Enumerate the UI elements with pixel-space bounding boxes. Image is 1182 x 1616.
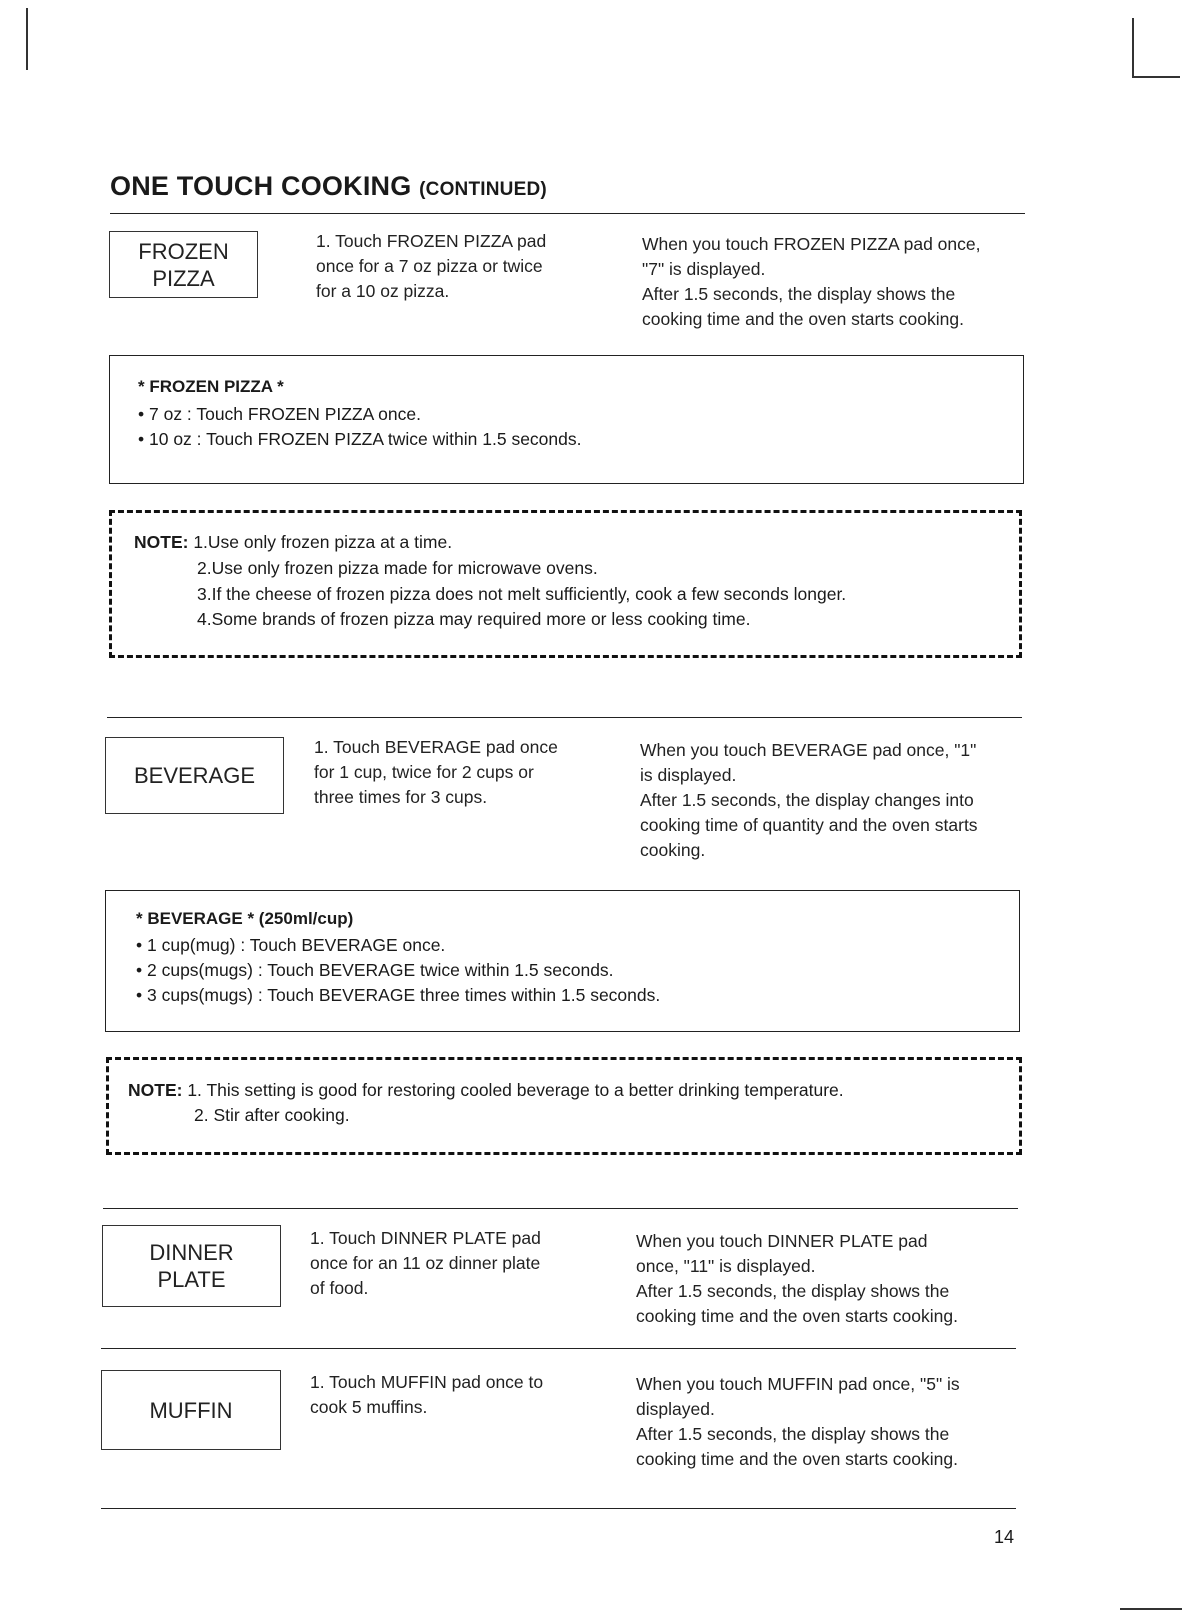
title-subtitle: (CONTINUED) — [419, 179, 547, 200]
frozen-pizza-note-line: 4.Some brands of frozen pizza may required more or less cooking time. — [197, 609, 751, 629]
note-label: NOTE: — [134, 532, 189, 552]
frozen-pizza-step: 1. Touch FROZEN PIZZA pad once for a 7 oz pizza or twice for a 10 oz pizza. — [316, 231, 547, 301]
muffin-pad — [101, 1370, 281, 1450]
frozen-pizza-note-line: 3.If the cheese of frozen pizza does not melt sufficiently, cook a few seconds longer. — [197, 584, 847, 604]
title-text: ONE TOUCH COOKING — [110, 171, 412, 201]
note-label: NOTE: — [128, 1080, 183, 1100]
beverage-info: When you touch BEVERAGE pad once, "1" is displayed. After 1.5 seconds, the display changes into cooking time of quantity and the oven starts cooking. — [640, 740, 978, 860]
section-divider — [101, 1348, 1016, 1349]
page-number: 14 — [994, 1527, 1015, 1547]
frozen-pizza-note-line: 2.Use only frozen pizza made for microwave ovens. — [197, 558, 598, 578]
note-text: 1. This setting is good for restoring cooled beverage to a better drinking temperature. — [187, 1080, 844, 1100]
section-divider — [107, 717, 1022, 718]
note-text: 1.Use only frozen pizza at a time. — [193, 532, 453, 552]
muffin-pad-label: MUFFIN — [149, 1397, 233, 1423]
frozen-pizza-pad-label: FROZEN PIZZA — [138, 238, 229, 291]
dinner-plate-step: 1. Touch DINNER PLATE pad once for an 11 oz dinner plate of food. — [310, 1228, 541, 1298]
title-rule — [110, 213, 1025, 214]
dinner-plate-info: When you touch DINNER PLATE pad once, "11" is displayed. After 1.5 seconds, the display shows the cooking time and the oven starts cooking. — [636, 1231, 958, 1326]
beverage-summary-line: • 2 cups(mugs) : Touch BEVERAGE twice within 1.5 seconds. — [136, 960, 614, 980]
scan-corner-mark — [1132, 18, 1134, 76]
beverage-step: 1. Touch BEVERAGE pad once for 1 cup, twice for 2 cups or three times for 3 cups. — [314, 737, 558, 807]
page-title — [110, 171, 547, 202]
beverage-summary-title: * BEVERAGE * (250ml/cup) — [136, 909, 354, 928]
beverage-summary-line: • 1 cup(mug) : Touch BEVERAGE once. — [136, 935, 446, 955]
frozen-pizza-summary-line: • 7 oz : Touch FROZEN PIZZA once. — [138, 404, 421, 424]
frozen-pizza-summary-title: * FROZEN PIZZA * — [138, 377, 284, 396]
beverage-pad-label: BEVERAGE — [133, 763, 256, 788]
beverage-note-line: 2. Stir after cooking. — [194, 1105, 350, 1125]
section-divider — [103, 1208, 1018, 1209]
beverage-pad — [105, 737, 284, 814]
muffin-info: When you touch MUFFIN pad once, "5" is displayed. After 1.5 seconds, the display shows the cooking time and the oven starts cooking. — [636, 1374, 960, 1469]
beverage-summary-line: • 3 cups(mugs) : Touch BEVERAGE three times within 1.5 seconds. — [136, 985, 661, 1005]
muffin-step: 1. Touch MUFFIN pad once to cook 5 muffins. — [310, 1372, 544, 1417]
scan-corner-mark — [1120, 1608, 1182, 1610]
scan-corner-mark — [1132, 76, 1180, 78]
frozen-pizza-summary-line: • 10 oz : Touch FROZEN PIZZA twice within 1.5 seconds. — [138, 429, 582, 449]
frozen-pizza-note-line — [134, 530, 452, 555]
beverage-note-line — [128, 1078, 844, 1103]
bottom-rule — [101, 1508, 1016, 1509]
scan-edge-mark — [26, 8, 28, 70]
frozen-pizza-info: When you touch FROZEN PIZZA pad once, "7" is displayed. After 1.5 seconds, the display shows the cooking time and the oven starts cooking. — [642, 234, 981, 329]
dinner-plate-pad — [102, 1225, 281, 1307]
frozen-pizza-pad — [109, 231, 258, 298]
dinner-plate-pad-label: DINNER PLATE — [149, 1240, 234, 1292]
